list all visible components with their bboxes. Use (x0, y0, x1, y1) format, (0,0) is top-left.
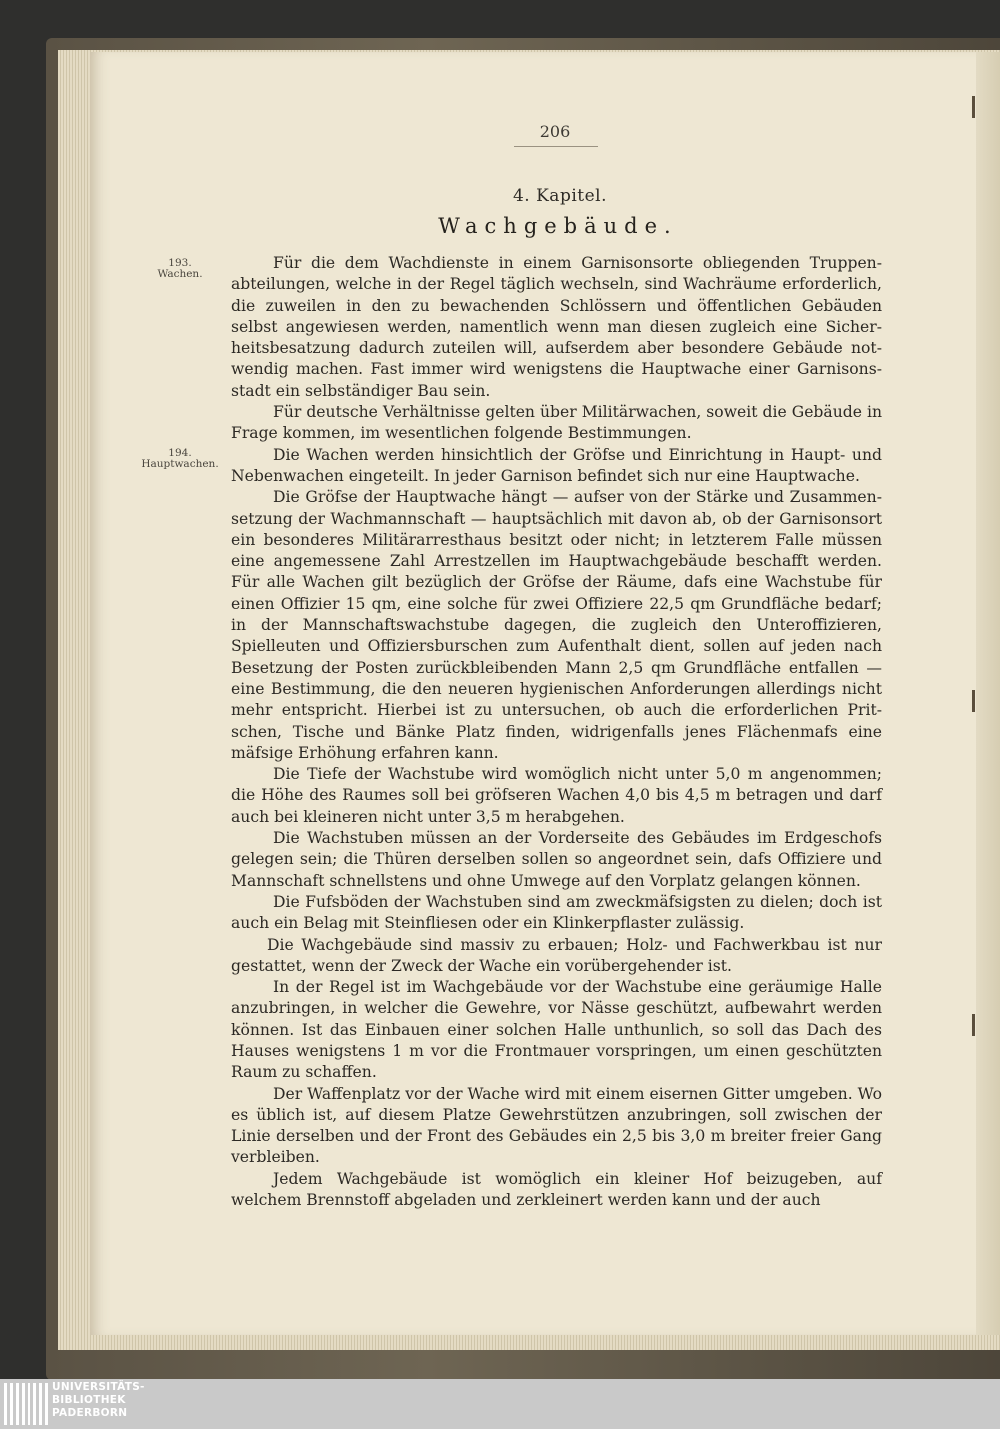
paragraph: Für deutsche Verhältnisse gelten über Militärwachen, soweit die Gebäude in Frage kommen, im wesentlichen folgende Bestimmungen. (231, 403, 882, 443)
binding-mark (972, 96, 975, 118)
paragraph: Die Tiefe der Wachstube wird womöglich nicht unter 5,0 m angenommen; die Höhe des Raumes soll bei gröfseren Wachen 4,0 bis 4,5 m betragen und darf auch bei kleineren nicht unter 3,5 m herabgehen. (231, 765, 882, 826)
paragraph: Die Wachgebäude sind massiv zu erbauen; Holz- und Fachwerkbau ist nur gestattet, wenn der Zweck der Wache ein vorübergehender ist. (231, 935, 882, 975)
margin-note-number: 193. (168, 257, 192, 269)
library-name-line: PADERBORN (52, 1407, 128, 1419)
paragraph: Für die dem Wachdienste in einem Garnisonsorte obliegenden Truppenabteilungen, welche in der Regel täglich wechseln, sind Wachräume erforderlich, die zuweilen in den zu bewachenden Schlössern und öffentlichen Gebäuden selbst angewiesen werden, namentlich wenn man diesen zugleich eine Sicherheitsbesatzung dadurch zuteilen will, aufserdem aber besondere Gebäude notwendig machen. Fast immer wird wenigstens die Hauptwache einer Garnisonsstadt ein selbständiger Bau sein. (231, 254, 882, 400)
paragraph: Die Wachstuben müssen an der Vorderseite des Gebäudes im Erdgeschofs gelegen sein; die Thüren derselben sollen so angeordnet sein, dafs Offiziere und Mannschaft schnellstens und ohne Umwege auf den Vorplatz gelangen können. (231, 829, 882, 890)
library-name-line: UNIVERSITÄTS- (52, 1381, 145, 1393)
margin-note-194 (138, 448, 222, 470)
binding-mark (972, 1014, 975, 1036)
library-footer (0, 1379, 1000, 1429)
library-logo-icon (4, 1383, 48, 1425)
margin-note-label: Hauptwachen. (141, 458, 219, 470)
margin-note-label: Wachen. (157, 268, 203, 280)
section-title: Wachgebäude. (438, 214, 678, 238)
body-text (231, 253, 882, 1211)
margin-note-number: 194. (168, 447, 192, 459)
paragraph: Die Wachen werden hinsichtlich der Gröfse und Einrichtung in Haupt- und Nebenwachen eingeteilt. In jeder Garnison befindet sich nur eine Hauptwache. (231, 445, 882, 485)
header-rule (514, 146, 598, 147)
paragraph: Der Waffenplatz vor der Wache wird mit einem eisernen Gitter umgeben. Wo es üblich ist, auf diesem Platze Gewehrstützen anzubringen, soll zwischen der Linie derselben und der Front des Gebäudes ein 2,5 bis 3,0 m breiter freier Gang verbleiben. (231, 1084, 882, 1167)
library-name-line: BIBLIOTHEK (52, 1394, 126, 1406)
paragraph: Die Fufsböden der Wachstuben sind am zweckmäfsigsten zu dielen; doch ist auch ein Belag mit Steinfliesen oder ein Klinkerpflaster zulässig. (231, 892, 882, 933)
chapter-heading: 4. Kapitel. (512, 186, 607, 206)
page-number: 206 (539, 122, 571, 141)
paragraph: Die Gröfse der Hauptwache hängt — aufser von der Stärke und Zusammensetzung der Wachmannschaft — hauptsächlich mit davon ab, ob der Garnisonsort ein besonderes Militärarresthaus besitzt oder nicht; in letzterem Falle müssen eine angemessene Zahl Arrestzellen im Hauptwachgebäude beschafft werden. Für alle Wachen gilt bezüglich der Gröfse der Räume, dafs eine Wachstube für einen Offizier 15 qm, eine solche für zwei Offiziere 22,5 qm Grundfläche bedarf; in der Mannschaftswachstube dagegen, die zugleich den Unteroffizieren, Spielleuten und Offiziersburschen zum Aufenthalt dient, sollen auf jeden nach Besetzung der Posten zurückbleibenden Mann 2,5 qm Grundfläche entfallen — eine Bestimmung, die den neueren hygienischen Anforderungen allerdings nicht mehr entspricht. Hierbei ist zu untersuchen, ob auch die erforderlichen Pritschen, Tische und Bänke Platz finden, widrigenfalls jenes Flächenmafs eine mäfsige Erhöhung erfahren kann. (231, 488, 882, 762)
facing-page-edge (976, 52, 1000, 1335)
library-name (52, 1381, 145, 1420)
paragraph: In der Regel ist im Wachgebäude vor der Wachstube eine geräumige Halle anzubringen, in welcher die Gewehre, vor Nässe geschützt, aufbewahrt werden können. Ist das Einbauen einer solchen Halle unthunlich, so soll das Dach des Hauses wenigstens 1 m vor die Frontmauer vorspringen, um einen geschützten Raum zu schaffen. (231, 978, 882, 1082)
binding-mark (972, 690, 975, 712)
paragraph: Jedem Wachgebäude ist womöglich ein kleiner Hof beizugeben, auf welchem Brennstoff abgeladen und zerkleinert werden kann und der auch (231, 1169, 882, 1210)
margin-note-193 (138, 258, 222, 280)
